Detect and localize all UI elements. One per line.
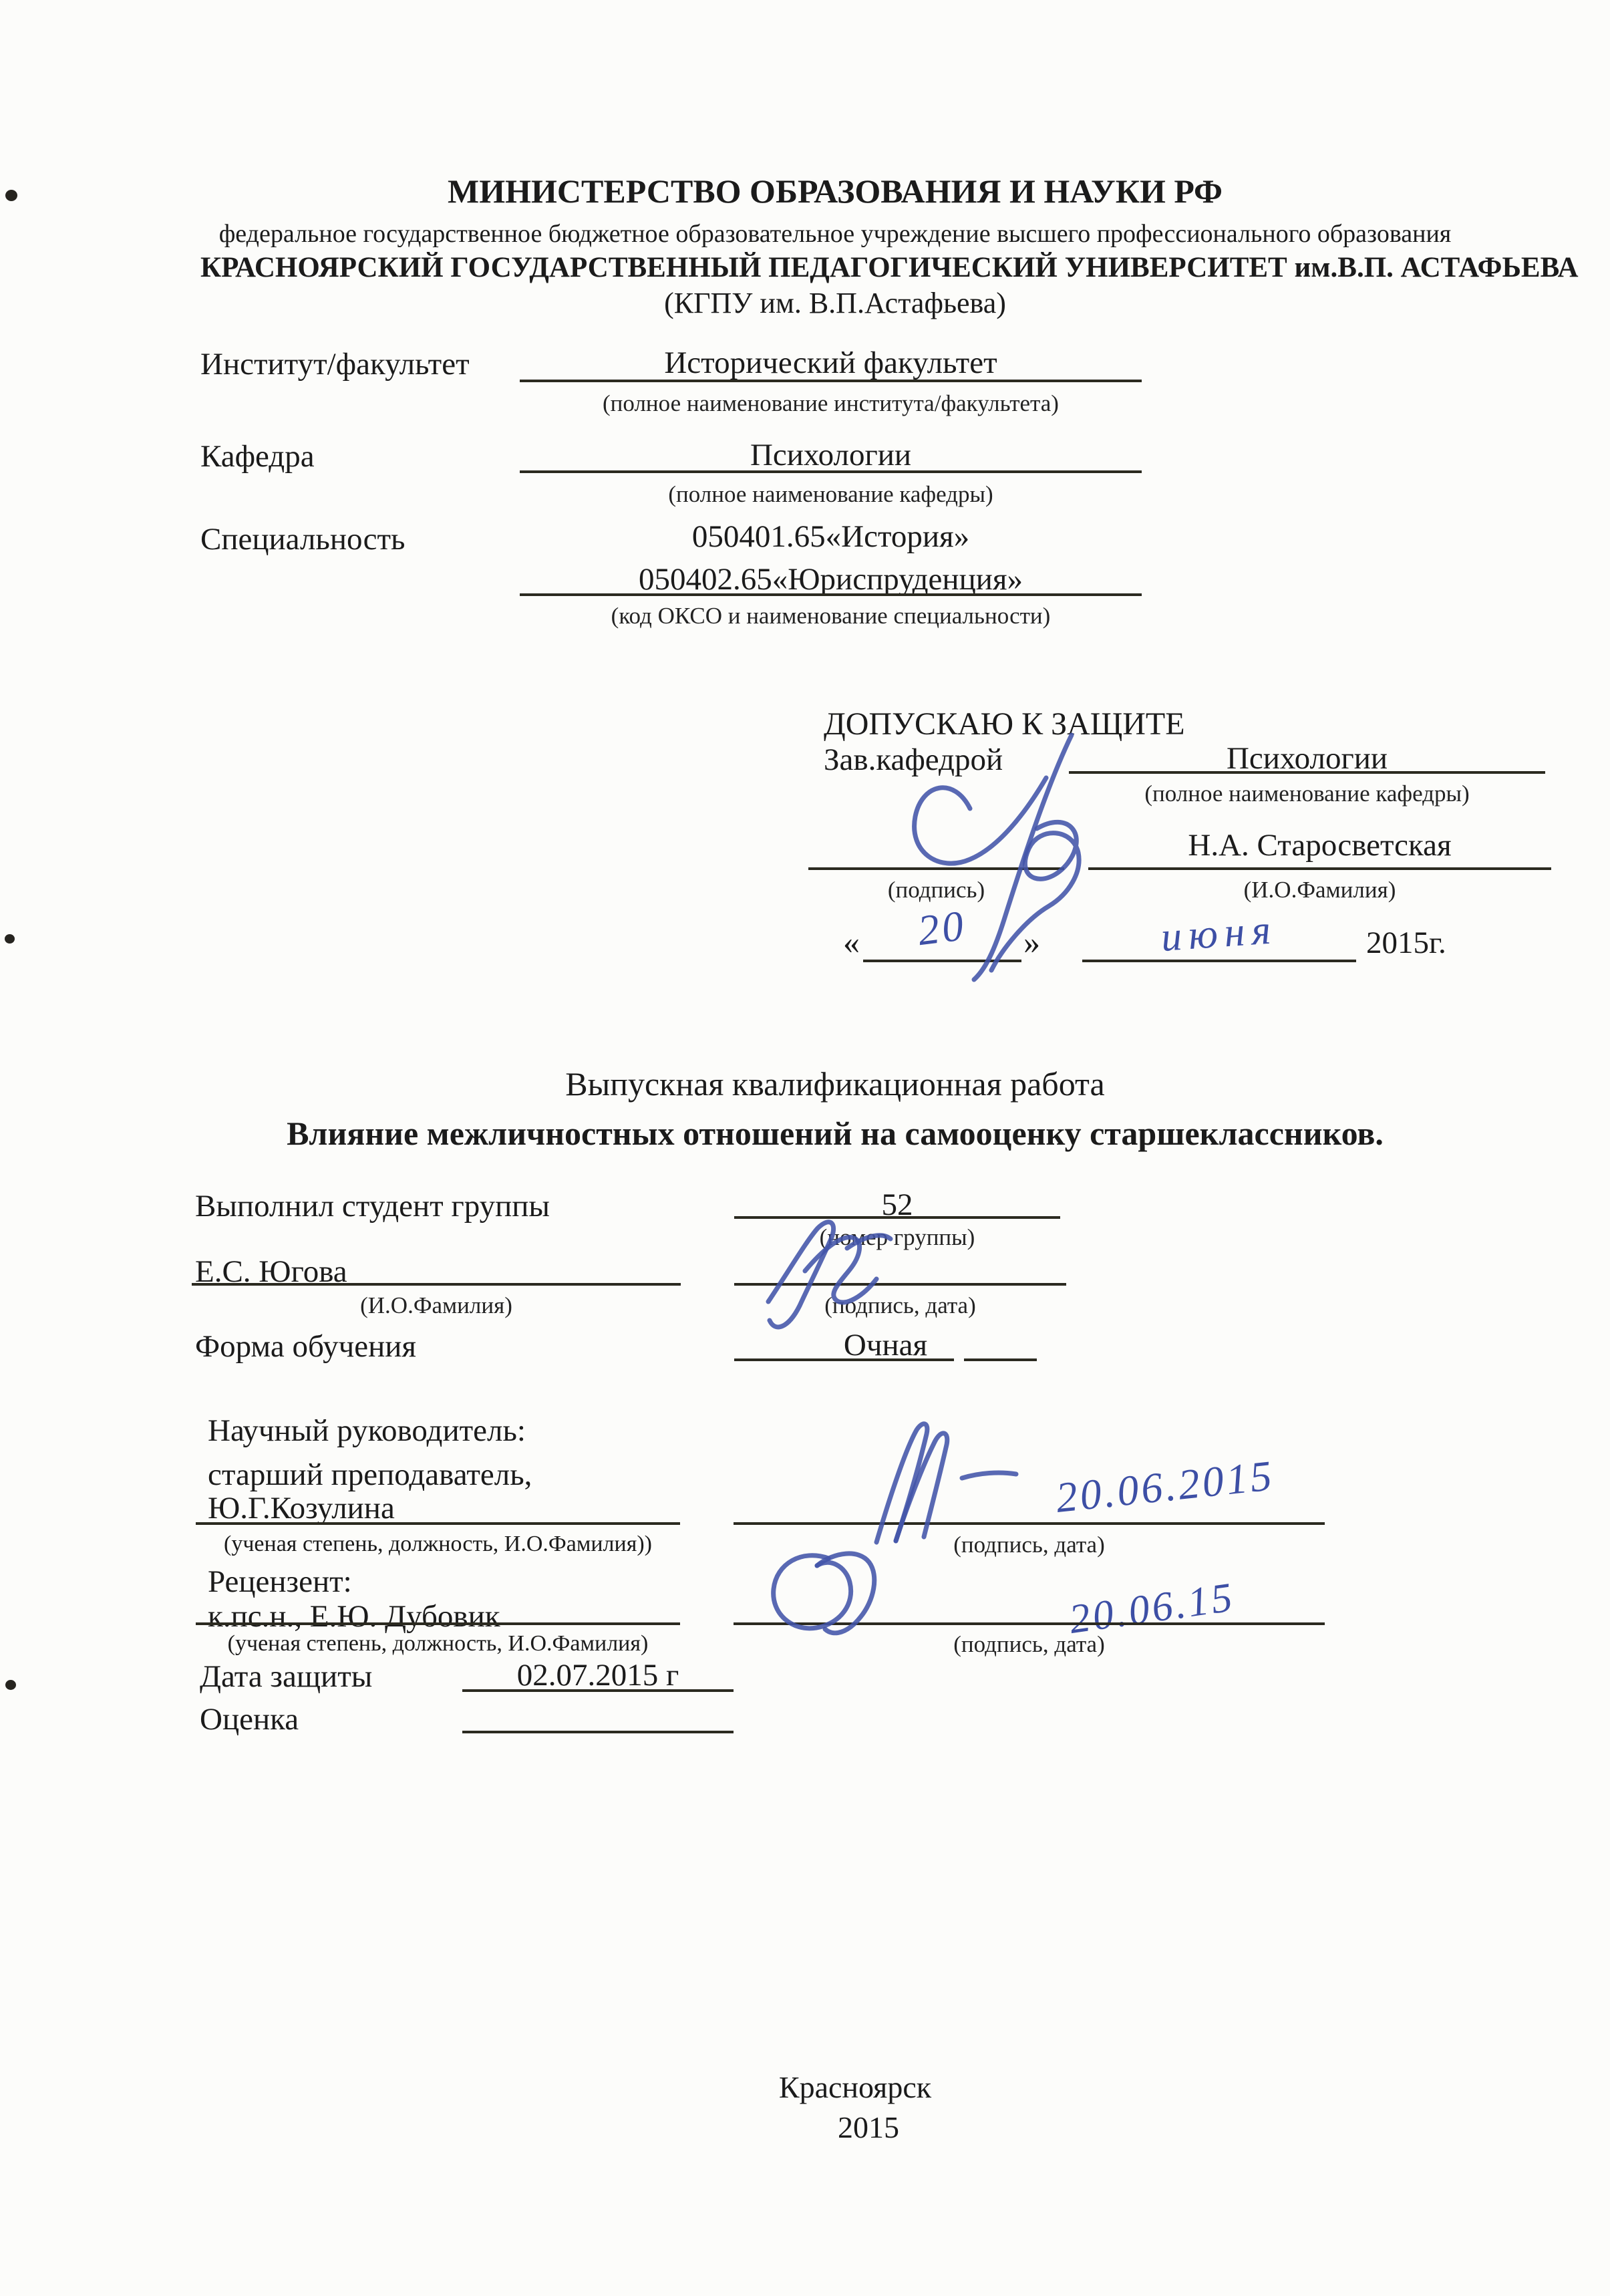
university-name: КРАСНОЯРСКИЙ ГОСУДАРСТВЕННЫЙ ПЕДАГОГИЧЕСКИЙ УНИВЕРСИТЕТ им.В.П. АСТАФЬЕВА — [200, 252, 1579, 283]
student-name-caption: (И.О.Фамилия) — [360, 1292, 512, 1318]
supervisor-label: Научный руководитель: — [208, 1413, 526, 1448]
student-sign-caption: (подпись, дата) — [824, 1292, 976, 1318]
department-underline — [520, 470, 1142, 473]
day-underline — [863, 960, 1021, 962]
institution-type-line: федеральное государственное бюджетное образовательное учреждение высшего профессионального образования — [218, 220, 1452, 248]
institute-caption: (полное наименование института/факультета) — [603, 390, 1059, 416]
date-quote-open: « — [843, 923, 860, 961]
speciality-value-1: 050401.65«История» — [691, 519, 970, 554]
approval-year: 2015г. — [1366, 925, 1446, 960]
university-abbreviation: (КГПУ им. В.П.Астафьева) — [664, 287, 1006, 319]
student-sign-underline — [734, 1283, 1066, 1286]
reviewer-caption: (ученая степень, должность, И.О.Фамилия) — [227, 1631, 649, 1656]
handwritten-day: 20 — [915, 901, 969, 955]
study-form-value: Очная — [843, 1328, 928, 1362]
ministry-header: МИНИСТЕРСТВО ОБРАЗОВАНИЯ И НАУКИ РФ — [448, 172, 1223, 210]
approval-name-caption: (И.О.Фамилия) — [1243, 877, 1396, 903]
supervisor-sign-caption: (подпись, дата) — [953, 1532, 1105, 1558]
grade-label: Оценка — [200, 1702, 299, 1737]
approval-department-underline — [1069, 771, 1545, 774]
supervisor-handwritten-date: 20.06.2015 — [1054, 1451, 1277, 1522]
scan-speck-middle — [5, 934, 15, 944]
grade-underline — [462, 1731, 734, 1733]
approval-head-name: Н.А. Старосветская — [1188, 828, 1452, 863]
speciality-underline — [520, 593, 1142, 596]
footer-year: 2015 — [838, 2110, 899, 2144]
work-title: Влияние межличностных отношений на самооценку старшеклассников. — [287, 1115, 1384, 1152]
reviewer-label: Рецензент: — [208, 1564, 352, 1599]
scan-speck-top — [5, 190, 17, 201]
study-form-label: Форма обучения — [195, 1329, 416, 1364]
speciality-caption: (код ОКСО и наименование специальности) — [611, 603, 1051, 629]
speciality-value-2: 050402.65«Юриспруденция» — [639, 562, 1023, 597]
institute-value: Исторический факультет — [664, 345, 997, 380]
reviewer-signature-icon — [774, 1554, 874, 1633]
work-type-title: Выпускная квалификационная работа — [565, 1065, 1105, 1103]
defense-date-underline — [462, 1689, 734, 1692]
department-caption: (полное наименование кафедры) — [668, 481, 993, 507]
footer-city: Красноярск — [778, 2070, 932, 2104]
reviewer-handwritten-date: 20.06.15 — [1066, 1574, 1238, 1643]
speciality-label: Специальность — [200, 522, 406, 557]
study-form-underline-2 — [964, 1358, 1037, 1361]
defense-date-value: 02.07.2015 г — [516, 1658, 679, 1693]
approval-department-value: Психологии — [1226, 741, 1388, 776]
supervisor-name: Ю.Г.Козулина — [208, 1491, 395, 1526]
approval-name-underline — [1088, 867, 1551, 870]
approval-signature-underline — [808, 867, 1064, 870]
defense-date-label: Дата защиты — [200, 1659, 373, 1694]
approval-signature-caption: (подпись) — [887, 877, 985, 903]
student-name-underline — [192, 1283, 681, 1286]
group-caption: (номер группы) — [819, 1224, 975, 1250]
department-value: Психологии — [750, 438, 912, 472]
study-form-underline — [734, 1358, 954, 1361]
supervisor-underline — [196, 1522, 680, 1525]
reviewer-name: к.пс.н., Е.Ю. Дубовик — [208, 1599, 500, 1634]
approval-head-label: Зав.кафедрой — [824, 742, 1003, 777]
reviewer-sign-underline — [734, 1622, 1325, 1625]
reviewer-sign-caption: (подпись, дата) — [953, 1631, 1105, 1657]
reviewer-underline — [196, 1622, 680, 1625]
handwritten-month: июня — [1159, 907, 1279, 960]
supervisor-sign-underline — [734, 1522, 1325, 1525]
institute-label: Институт/факультет — [200, 347, 470, 382]
approval-department-caption: (полное наименование кафедры) — [1144, 780, 1470, 807]
supervisor-position: старший преподаватель, — [208, 1457, 532, 1492]
institute-underline — [520, 380, 1142, 382]
group-underline — [734, 1216, 1060, 1219]
department-label: Кафедра — [200, 439, 315, 474]
supervisor-caption: (ученая степень, должность, И.О.Фамилия)) — [224, 1532, 652, 1556]
scan-speck-bottom — [5, 1680, 16, 1690]
student-label: Выполнил студент группы — [195, 1189, 550, 1224]
date-quote-close: » — [1023, 923, 1040, 961]
group-number: 52 — [881, 1187, 913, 1222]
approval-title: ДОПУСКАЮ К ЗАЩИТЕ — [824, 706, 1185, 742]
student-name: Е.С. Югова — [195, 1254, 347, 1289]
